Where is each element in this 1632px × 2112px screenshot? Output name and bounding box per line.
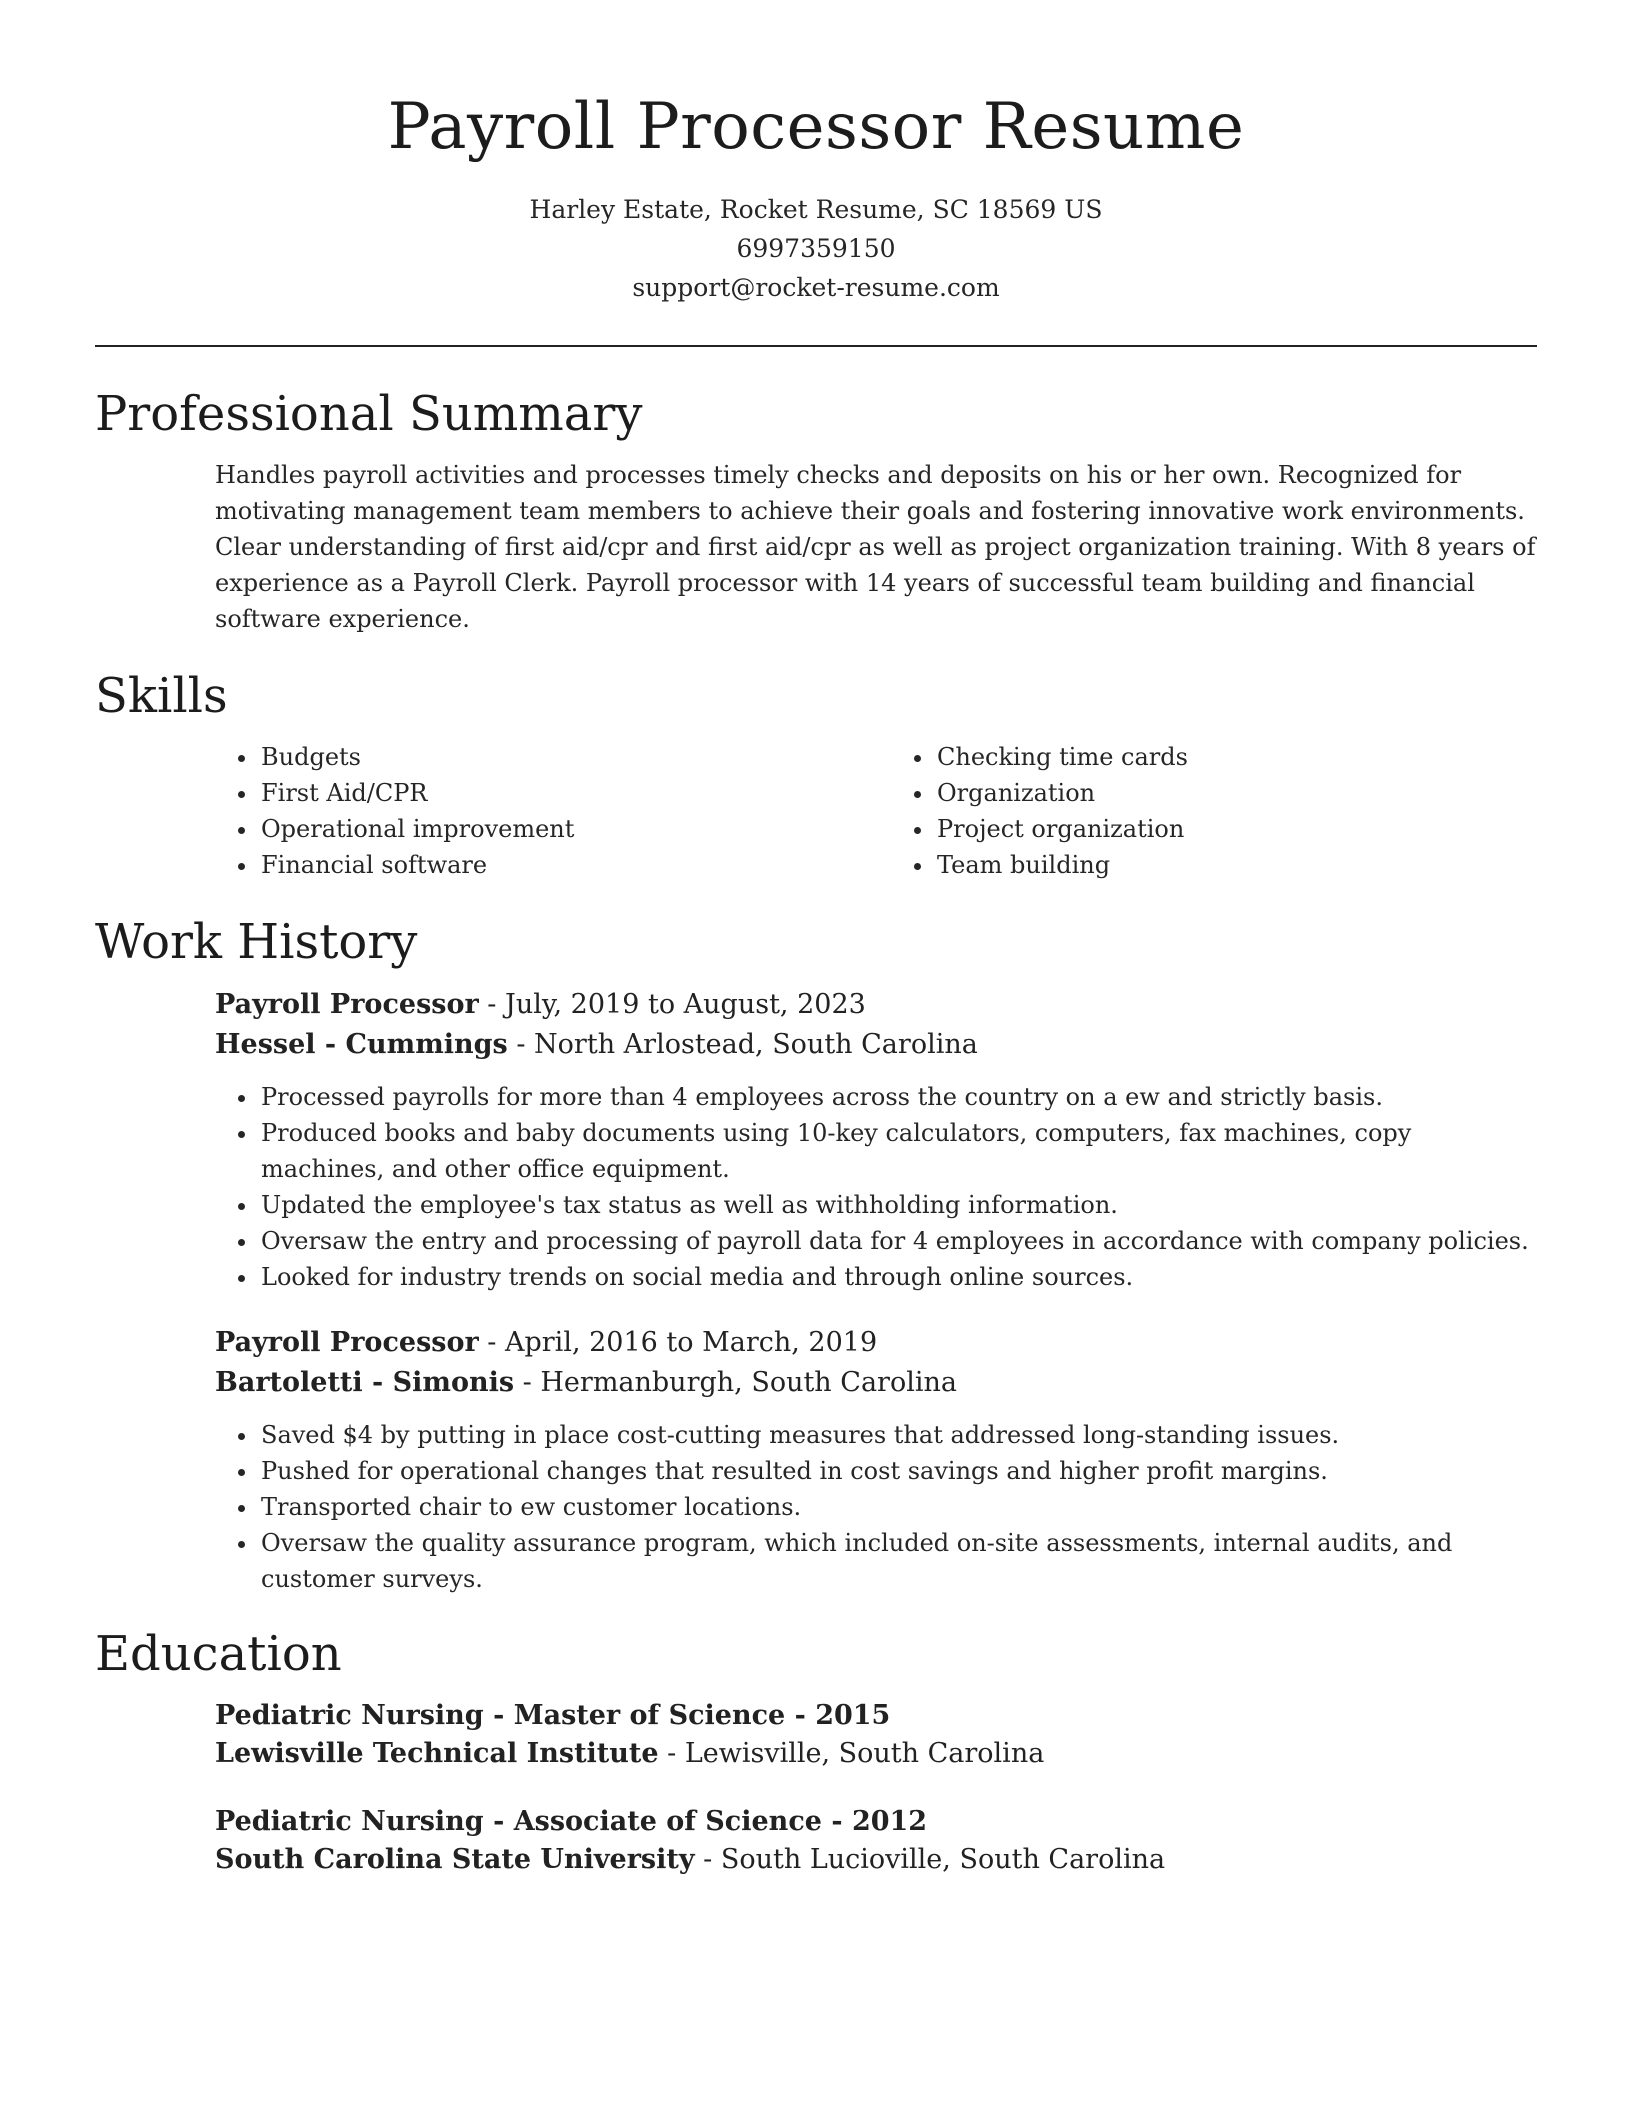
education-school: Lewisville Technical Institute [215,1738,659,1769]
education-entry [215,1697,1537,1773]
job-title-line [215,985,1537,1025]
education-location: - Lewisville, South Carolina [658,1738,1045,1769]
skill-item: • Organization [935,775,1537,811]
job-role: Payroll Processor [215,989,479,1020]
education-body [95,1697,1537,1879]
resume-header [95,0,1537,307]
skill-item: • Financial software [259,847,861,883]
skills-section [95,667,1537,883]
job-bullet: • Looked for industry trends on social media and through online sources. [259,1259,1537,1295]
job-bullet: • Oversaw the quality assurance program, which included on-site assessments, internal audits, and customer surveys. [259,1525,1537,1597]
job-bullet: • Transported chair to ew customer locations. [259,1489,1537,1525]
work-history-body [95,985,1537,1597]
job-dates: - April, 2016 to March, 2019 [478,1327,878,1358]
job-bullet: • Produced books and baby documents using 10-key calculators, computers, fax machines, copy machines, and other office equipment. [259,1115,1537,1187]
resume-title: Payroll Processor Resume [387,90,1245,164]
education-school-line [215,1841,1537,1879]
job-title-line [215,1323,1537,1363]
job-company: Bartoletti - Simonis [215,1367,515,1398]
skills-list-left [215,739,861,883]
job-bullets [215,1079,1537,1295]
skill-item: • First Aid/CPR [259,775,861,811]
summary-body [95,457,1537,637]
education-location: - South Lucioville, South Carolina [694,1844,1166,1875]
education-school: South Carolina State University [215,1844,695,1875]
header-divider [95,345,1537,347]
job-bullet: • Processed payrolls for more than 4 employees across the country on a ew and strictly basis. [259,1079,1537,1115]
contact-address: Harley Estate, Rocket Resume, SC 18569 US [529,195,1103,224]
skill-item: • Operational improvement [259,811,861,847]
job-bullet: • Saved $4 by putting in place cost-cutting measures that addressed long-standing issues. [259,1417,1537,1453]
skill-item: • Project organization [935,811,1537,847]
job-dates: - July, 2019 to August, 2023 [478,989,866,1020]
work-history-section [95,913,1537,1597]
skills-list-right [891,739,1537,883]
job-entry [215,1323,1537,1597]
education-heading: Education [95,1626,342,1682]
job-bullet: • Pushed for operational changes that resulted in cost savings and higher profit margins. [259,1453,1537,1489]
contact-block [95,190,1537,307]
summary-heading: Professional Summary [95,386,643,442]
job-bullet: • Updated the employee's tax status as well as withholding information. [259,1187,1537,1223]
contact-email: support@rocket-resume.com [632,273,1000,302]
summary-section [95,385,1537,637]
education-degree-line: Pediatric Nursing - Master of Science - 2015 [215,1700,891,1731]
skill-item: • Checking time cards [935,739,1537,775]
job-location: - North Arlostead, South Carolina [507,1029,978,1060]
skill-item: • Team building [935,847,1537,883]
job-bullet: • Oversaw the entry and processing of payroll data for 4 employees in accordance with company policies. [259,1223,1537,1259]
education-entry [215,1803,1537,1879]
work-history-heading: Work History [95,914,418,970]
education-section [95,1625,1537,1879]
job-company-line [215,1363,1537,1403]
skills-heading: Skills [95,668,228,724]
skill-item: • Budgets [259,739,861,775]
summary-text: Handles payroll activities and processes timely checks and deposits on his or her own. Recognized for motivating management team members to achieve their goals and fostering innovative work environments. Clear understanding of first aid/cpr and first aid/cpr as well as project organization training. With 8 years of experience as a Payroll Clerk. Payroll processor with 14 years of successful team building and financial software experience. [215,461,1536,633]
job-role: Payroll Processor [215,1327,479,1358]
job-entry [215,985,1537,1295]
education-school-line [215,1735,1537,1773]
job-bullets [215,1417,1537,1597]
skills-grid [95,739,1537,883]
education-degree-line: Pediatric Nursing - Associate of Science - 2012 [215,1806,928,1837]
contact-phone: 6997359150 [736,234,896,263]
job-company-line [215,1025,1537,1065]
job-company: Hessel - Cummings [215,1029,508,1060]
job-location: - Hermanburgh, South Carolina [514,1367,957,1398]
